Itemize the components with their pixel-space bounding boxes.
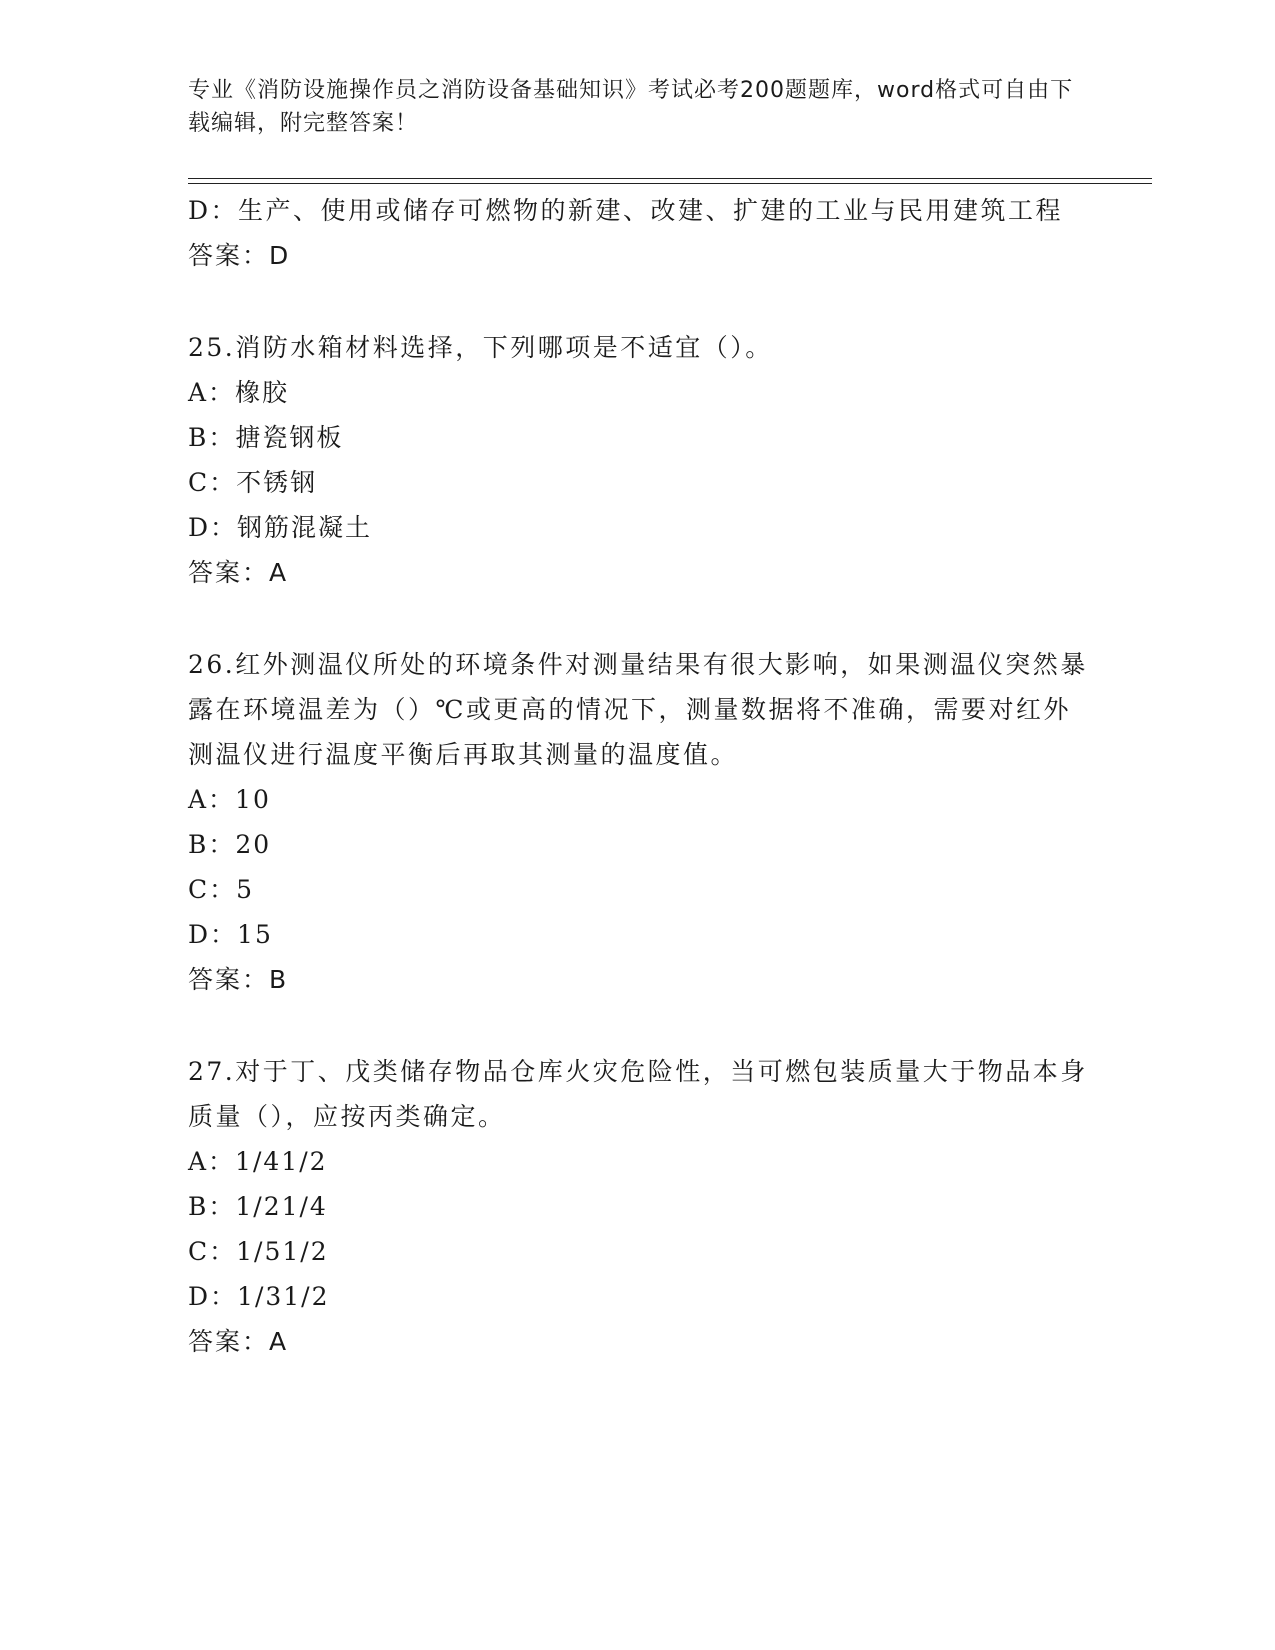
question-26 [188,642,1088,1002]
option-a: A：10 [188,785,271,814]
answer-line: 答案：A [188,1327,289,1356]
question-27 [188,1049,1088,1364]
option-c: C：1/51/2 [188,1237,329,1266]
option-b: B：搪瓷钢板 [188,423,344,452]
question-stem: 27.对于丁、戊类储存物品仓库火灾危险性，当可燃包装质量大于物品本身质量（），应按丙类确定。 [188,1057,1088,1131]
carryover-question [188,188,1088,278]
document-content [188,188,1088,1364]
question-stem: 25.消防水箱材料选择，下列哪项是不适宜（）。 [188,333,773,362]
option-a: A：1/41/2 [188,1147,328,1176]
option-d: D：1/31/2 [188,1282,330,1311]
answer-line: 答案：A [188,558,289,587]
option-b: B：1/21/4 [188,1192,328,1221]
option-c: C：5 [188,875,255,904]
answer-line: 答案：D [188,241,291,270]
question-25 [188,325,1088,595]
question-stem: 26.红外测温仪所处的环境条件对测量结果有很大影响，如果测温仪突然暴露在环境温差为（）℃或更高的情况下，测量数据将不准确，需要对红外测温仪进行温度平衡后再取其测量的温度值。 [188,650,1088,769]
option-d: D：钢筋混凝土 [188,513,373,542]
header-rule-bottom [188,183,1152,184]
answer-line: 答案：B [188,965,289,994]
option-b: B：20 [188,830,272,859]
option-d: D：15 [188,920,273,949]
document-header: 专业《消防设施操作员之消防设备基础知识》考试必考200题题库，word格式可自由下载编辑，附完整答案！ [188,78,1074,136]
option-c: C：不锈钢 [188,468,318,497]
header-rule-top [188,178,1152,179]
option-d: D：生产、使用或储存可燃物的新建、改建、扩建的工业与民用建筑工程 [188,196,1064,225]
option-a: A：橡胶 [188,378,290,407]
